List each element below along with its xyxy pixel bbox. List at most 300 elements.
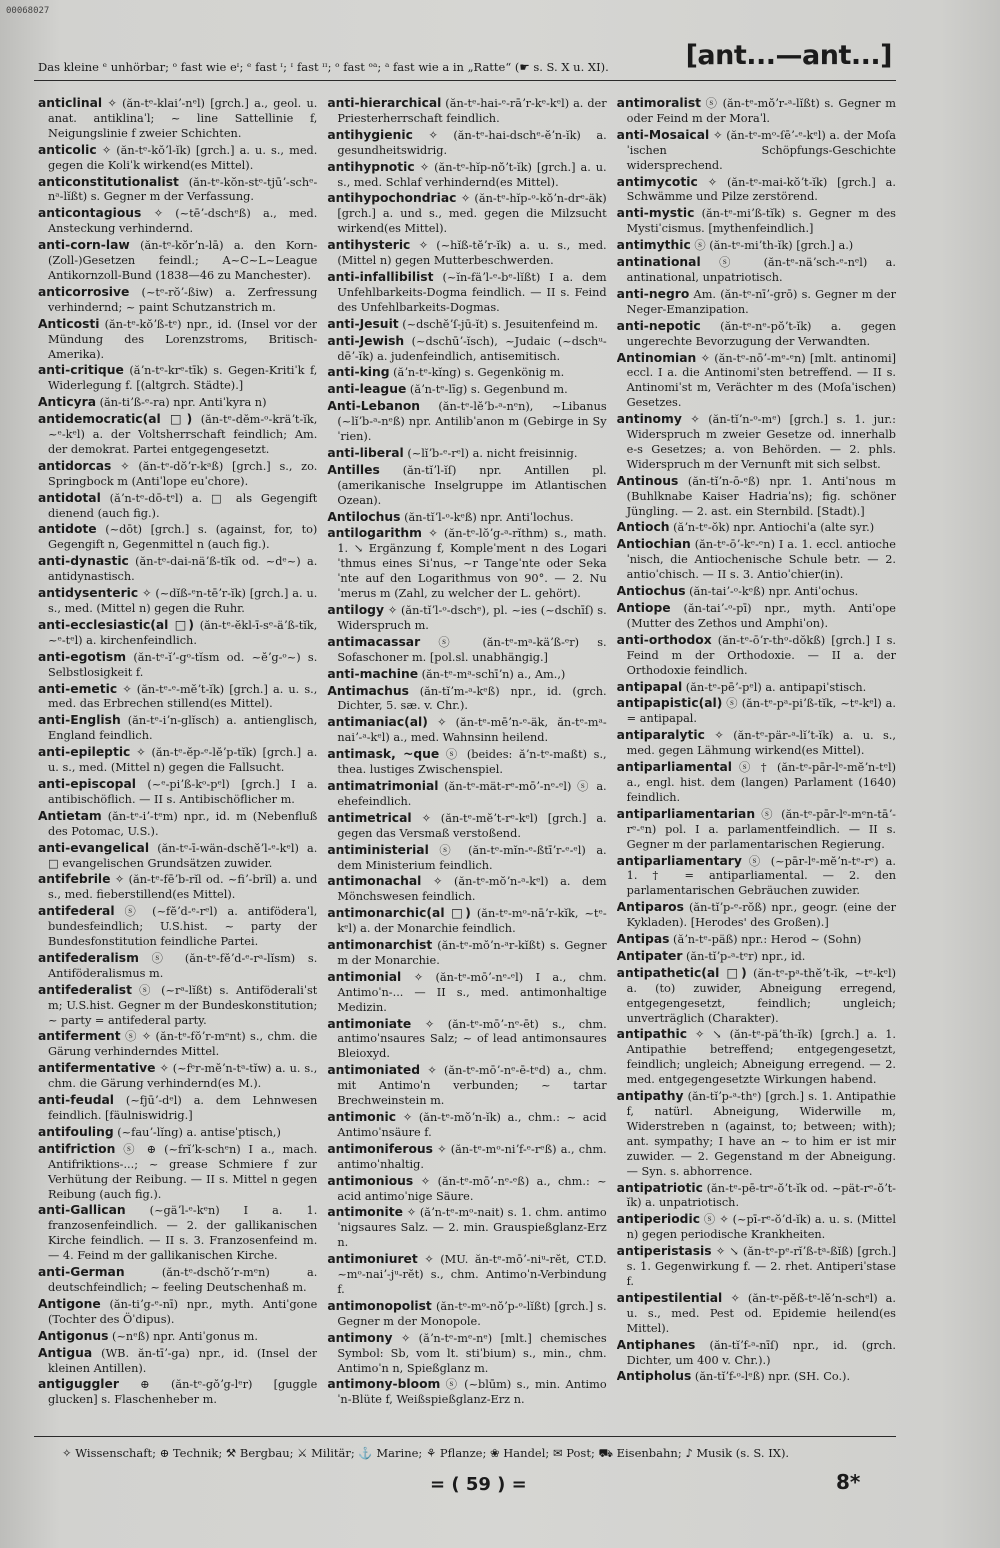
entry-headword: Antipas [616, 932, 670, 947]
entry-headword: antifriction [38, 1141, 116, 1156]
entry-headword: antimask, ~que [327, 747, 440, 762]
page-number: = ( 59 ) = [430, 1474, 527, 1495]
entry-definition: (WB. ăn-tīʼ-ga) npr., id. (Insel der kleinen Antillen). [48, 1346, 318, 1375]
entry-headword: antifederalist [38, 982, 132, 997]
dictionary-entry [38, 1346, 317, 1377]
dictionary-entry [617, 175, 896, 206]
signature-mark: 8* [836, 1470, 861, 1494]
dictionary-entry [327, 160, 606, 191]
entry-definition: (ăn-tᵉ-kŏrʼn-lā) a. den Korn-(Zoll-)Gesetzen feindl.; A~C~L~League Antikornzoll-Bund (1838—46 zu Manchester). [48, 239, 318, 282]
dictionary-columns [38, 96, 896, 1430]
dictionary-entry [327, 399, 606, 445]
entry-definition: ⓢ (ăn-tᵉ-miʼth-ĭk) [grch.] a.) [690, 239, 854, 253]
entry-definition: ✧ (ăn-tᵉ-pär-ᵃ-lĭʼt-ĭk) a. u. s., med. gegen Lähmung wirkend(es Mittel). [626, 729, 896, 758]
dictionary-entry [617, 206, 896, 237]
entry-headword: antiparliamentarian [616, 806, 756, 821]
entry-headword: anti-infallibilist [327, 269, 434, 284]
dictionary-entry [38, 1203, 317, 1264]
entry-definition: ⓢ ✧ (ăn-tᵉ-fŏʼr-mᵉnt) s., chm. die Gärung verhinderndes Mittel. [48, 1030, 318, 1059]
entry-definition: ✧ (ăn-tᵉ-fēʼb-rĭl od. ~fiʼ-brĭl) a. und s., med. fieberstillend(es Mittel). [48, 873, 318, 902]
entry-definition: (~gäʼl-ᵉ-kᵉn) I a. 1. franzosenfeindlich. — 2. der gallikanischen Kirche feindlich. — II s. 3. Franzosenfeind m. — 4. Feind m der gallikanischen Kirche. [48, 1204, 318, 1263]
dictionary-entry [617, 1089, 896, 1179]
entry-definition: (ăn-tᵉ-ĭʼ-gᵒ-tĭsm od. ~ĕʼg-ᵒ~) s. Selbstlosigkeit f. [48, 650, 318, 679]
entry-definition: ✧ (ăn-tᵉ-mōʼ-nᵉ-ē-tᵉd) a., chm. mit Antimoˈn verbunden; ~ tartar Brechweinstein m. [337, 1064, 607, 1108]
dictionary-entry [38, 1377, 317, 1408]
entry-definition: ⓢ (ăn-tᵉ-mᵃ-käʼß-ᵉr) s. Sofaschoner m. [pol.sl. unabhängig.] [337, 635, 607, 664]
entry-definition: ✧ (ăn-tᵉ-klaiʼ-nᵉl) [grch.] a., geol. u. anat. antiklinaˈl; ~ line Sattellinie f, Neigungslinie f zweier Schichten. [48, 97, 318, 140]
entry-definition: ✧ (ăn-tᵉ-ᵉ-mĕʼt-ĭk) [grch.] a. u. s., med. das Erbrechen stillend(es Mittel). [48, 682, 318, 711]
entry-definition: (ăn-tĭʼl-ᵒ-kᵉß) npr. Antiˈlochus. [400, 510, 574, 524]
entry-definition: (ăn-tĭʼf-ᵒ-lᵉß) npr. (SH. Co.). [691, 1370, 851, 1384]
entry-definition: (ăn-tᵉ-hai-ᵉ-rāʼr-kᵉ-kᵉl) a. der Priesterherrschaft feindlich. [337, 97, 607, 125]
entry-definition: ✧ (ăn-tᵉ-mōʼ-nᵉ-ᵉß) a., chm.: ~ acid antimoˈnige Säure. [337, 1174, 607, 1203]
entry-headword: antimony [327, 1330, 393, 1345]
entry-headword: anti-machine [327, 666, 419, 681]
entry-headword: antimonial [327, 969, 402, 984]
entry-definition: (~nᵉß) npr. Antiˈgonus m. [108, 1329, 258, 1343]
dictionary-entry [38, 96, 317, 142]
entry-definition: ✧ (ăn-tᵉ-mēʼn-ᵉ-äk, ăn-tᵉ-mᵃ-naiʼ-ᵃ-kᵉl) a., med. Wahnsinn heilend. [337, 716, 607, 745]
entry-definition: (ăn-tᵉ-ōʼr-thᵒ-dŏkß) [grch.] I s. Feind m der Orthodoxie. — II a. der Orthodoxie feindlich. [626, 633, 896, 677]
dictionary-entry [38, 459, 317, 490]
entry-definition: (ăn-tᵉ-miʼß-tĭk) s. Gegner m des Mystiˈcismus. [mythenfeindlich.] [626, 207, 896, 236]
dictionary-entry [327, 635, 606, 666]
entry-headword: Antiope [616, 601, 671, 615]
dictionary-entry [617, 412, 896, 473]
entry-definition: ⓢ (~blūm) s., min. Antimoˈn-Blüte f, Weißspießglanz-Erz n. [337, 1378, 607, 1407]
pronunciation-legend: Das kleine ᵉ unhörbar; ᵒ fast wie eᶦ; ᵉ fast ᶦ; ᶦ fast ᶦᶦ; ᵒ fast ᵒᵃ; ᵃ fast wie a in „Ratte“ (☛ s. S. X u. XI). [38, 60, 609, 74]
entry-headword: Antimachus [327, 683, 409, 698]
entry-definition: ⓢ (~pār-lᵉ-mĕʼn-tᵉ-rᵉ) a. 1. † = antiparliamental. — 2. den parlamentarischen Gebräuchen zuwider. [626, 854, 896, 898]
dictionary-entry [617, 854, 896, 900]
entry-headword: Antiparos [616, 900, 684, 915]
dictionary-entry [327, 463, 606, 509]
entry-headword: antidotal [38, 490, 101, 505]
entry-headword: Antiochian [616, 537, 691, 552]
entry-headword: antimythic [616, 238, 691, 253]
entry-definition: ⓢ (ăn-tᵉ-mĭn-ᵉ-ßtīʼr-ᵉ-ᵉl) a. dem Ministerium feindlich. [337, 843, 607, 872]
entry-definition: ✧ (ăn-tᵉ-mĕʼt-rᵉ-kᵉl) [grch.] a. gegen das Versmaß verstoßend. [337, 811, 607, 840]
dictionary-entry [617, 1338, 896, 1369]
dictionary-entry [617, 1369, 896, 1385]
dictionary-entry [38, 1297, 317, 1328]
entry-definition: ✧ (ăʼn-tᵉ-mᵒ-nait) s. 1. chm. antimoˈnigsaures Salz. — 2. min. Grauspießglanz-Erz n. [337, 1206, 607, 1250]
entry-definition: (ăn-tᵉ-ōʼ-kᵉ-ᵉn) I a. 1. eccl. antiocheˈnisch, die Antiochenische Schule betr. — 2. antioˈchisch. — II s. 3. Antioˈchier(in). [626, 538, 896, 582]
dictionary-entry [38, 682, 317, 713]
entry-definition: (~dschĕʼſ-jū-ĭt) s. Jesuitenfeind m. [398, 317, 599, 331]
dictionary-entry [327, 510, 606, 526]
entry-definition: ✧ (ăn-tᵉ-kŏʼl-ĭk) [grch.] a. u. s., med. gegen die Koliˈk wirkend(es Mittel). [48, 143, 318, 172]
entry-definition: (ăn-tᵉ-dĕm-ᵒ-kräʼt-ĭk, ~ᵉ-kᵉl) a. der Voltsherrschaft feindlich; Am. der demokrat. Partei entgegengesetzt. [48, 413, 318, 456]
dictionary-entry [327, 317, 606, 333]
entry-definition: ✧ (~hĭß-tĕʼr-ĭk) a. u. s., med. (Mittel n) gegen Mutterbeschwerden. [337, 239, 607, 268]
entry-headword: anti-critique [38, 363, 124, 378]
entry-headword: antipestilential [616, 1290, 723, 1305]
column-1 [38, 96, 317, 1430]
entry-headword: anticolic [38, 142, 97, 157]
entry-headword: antifederal [38, 904, 115, 919]
column-3 [617, 96, 896, 1430]
dictionary-entry [327, 1142, 606, 1173]
entry-definition: (ăn-tᵉ-mŏʼn-ᵃr-kĭßt) s. Gegner m der Monarchie. [337, 939, 607, 967]
entry-headword: Antiochus [616, 584, 686, 599]
entry-headword: antimony-bloom [327, 1377, 441, 1392]
entry-definition: ✧ (ăn-tᵉ-hĭp-nŏʼt-ĭk) [grch.] a. u. s., med. Schlaf verhindernd(es Mittel). [337, 160, 607, 189]
dictionary-entry [617, 601, 896, 632]
dictionary-entry [617, 949, 896, 965]
dictionary-entry [617, 96, 896, 127]
entry-headword: Anti-Lebanon [327, 399, 421, 414]
dictionary-entry [327, 938, 606, 969]
entry-definition: (ăn-tᵉ-ī-wän-dschĕʼl-ᵉ-kᵉl) a. □ evangelischen Grundsätzen zuwider. [48, 841, 318, 870]
dictionary-entry [617, 1244, 896, 1290]
dictionary-entry [617, 966, 896, 1027]
entry-headword: anti-episcopal [38, 776, 136, 791]
entry-headword: antimoniferous [327, 1141, 433, 1156]
entry-headword: antipathetic(al □) [616, 965, 747, 980]
entry-definition: (ăn-tᵉ-pē-trᵉ-ŏʼt-ĭk od. ~pät-rᵉ-ŏʼt-ĭk) a. unpatriotisch. [626, 1181, 896, 1210]
entry-headword: Antietam [38, 808, 102, 823]
entry-definition: ⓢ (~rᵃ-lĭßt) s. Antiföderaliˈst m; U.S.hist. Gegner m der Bundeskonstitution; ~ party = antifederal party. [48, 983, 318, 1027]
entry-headword: antinational [616, 255, 701, 270]
entry-headword: Anticosti [38, 316, 100, 331]
dictionary-entry [327, 128, 606, 159]
entry-definition: (ăʼn-tᵉ-ŏk) npr. Antiochiˈa (alte syr.) [669, 521, 875, 535]
entry-definition: (ăn-tᵉ-dschŏʼr-mᵉn) a. deutschfeindlich; ~ feeling Deutschenhaß m. [48, 1266, 318, 1294]
dictionary-entry [38, 872, 317, 903]
entry-headword: anti-corn-law [38, 238, 130, 253]
entry-headword: anti-Jewish [327, 333, 405, 348]
dictionary-entry [327, 238, 606, 269]
entry-definition: (ăn-tiʼg-ᵉ-nī) npr., myth. Antiˈgone (Tochter des Öˈdipus). [48, 1297, 318, 1326]
entry-definition: (ăn-tᵉ-mᵒ-nŏʼp-ᵒ-lĭßt) [grch.] s. Gegner m der Monopole. [337, 1299, 607, 1328]
dictionary-entry [327, 747, 606, 778]
entry-headword: anti-negro [616, 286, 690, 301]
entry-definition: (ăn-tᵉ-kŏʼß-tᵉ) npr., id. (Insel vor der Mündung des Lorenzstroms, Britisch-Amerika). [48, 317, 318, 361]
dictionary-entry [38, 285, 317, 316]
dictionary-entry [617, 474, 896, 520]
entry-definition: (ăn-tĭʼp-ᵃ-tᵉr) npr., id. [682, 949, 806, 963]
entry-headword: Antigonus [38, 1328, 109, 1343]
dictionary-entry [617, 932, 896, 948]
dictionary-entry [38, 1061, 317, 1092]
entry-headword: antimaniac(al) [327, 715, 428, 730]
dictionary-entry [38, 206, 317, 237]
dictionary-entry [38, 395, 317, 411]
entry-definition: ⓢ (ăn-tᵉ-pār-lᵉ-mᵉn-tāʼ-rᵉ-ᵉn) pol. I a. parlamentfeindlich. — II s. Gegner m der parlamentarischen Regierung. [626, 807, 896, 851]
entry-headword: antimonarchist [327, 938, 433, 953]
dictionary-entry [38, 586, 317, 617]
entry-definition: (~ᵉ-piʼß-kᵒ-pᵉl) [grch.] I a. antibischöflich. — II s. Antibischöflicher m. [48, 777, 318, 806]
entry-definition: ✧ (ăn-tĭʼn-ᵒ-mᵉ) [grch.] s. 1. jur.: Widerspruch m zweier Gesetze od. innerhalb e-s Gesetzes; a. von Behörden. — 2. phls. Widerspruch m der Vernunft mit sich selbst. [626, 413, 896, 471]
entry-definition: ⓢ † (ăn-tᵉ-pār-lᵉ-mĕʼn-tᵉl) a., engl. hist. dem (langen) Parlament (1640) feindlich. [626, 761, 896, 804]
entry-headword: anti-nepotic [616, 318, 701, 333]
entry-definition: ⓢ (ăn-tᵉ-pᵃ-piʼß-tĭk, ~tᵉ-kᵉl) a. = antipapal. [626, 697, 896, 726]
entry-definition: (ăʼn-tᵉ-päß) npr.: Herod ~ (Sohn) [669, 933, 862, 947]
entry-definition: ⊕ (ăn-tᵉ-gŏʼg-lᵉr) [guggle glucken] s. Flaschenheber m. [48, 1378, 318, 1407]
dictionary-entry [617, 584, 896, 600]
entry-definition: ✧ ↘ (ăn-tᵉ-päʼth-ĭk) [grch.] a. 1. Antipathie betreffend; entgegengesetzt, feindlich; ungleich; Abneigung erregend. — 2. med. entgegengesetzte Wirkungen habend. [626, 1028, 896, 1087]
dictionary-entry [327, 1110, 606, 1141]
entry-definition: (ăn-tĭʼp-ᵉ-rŏß) npr., geogr. (eine der Kykladen). [Herodes' des Großen).] [626, 901, 896, 930]
dictionary-entry [617, 287, 896, 318]
dictionary-entry [617, 1181, 896, 1212]
entry-headword: antimacassar [327, 634, 421, 649]
entry-headword: antidorcas [38, 458, 112, 473]
entry-definition: (ăn-tᵉ-iʼ-tᵉm) npr., id. m (Nebenfluß des Potomac, U.S.). [48, 809, 318, 838]
entry-headword: anti-evangelical [38, 840, 150, 855]
symbol-legend: ✧ Wissenschaft; ⊕ Technik; ⚒ Bergbau; ⚔ Militär; ⚓ Marine; ⚘ Pflanze; ❀ Handel; ✉ Post; ⛟ Eisenbahn; ♪ Musik (s. S. IX). [62, 1446, 790, 1460]
entry-headword: antiferment [38, 1029, 121, 1044]
entry-headword: antihypnotic [327, 159, 415, 174]
entry-headword: anti-German [38, 1265, 125, 1280]
dictionary-entry [327, 1205, 606, 1251]
entry-definition: (~ĭn-fäʼl-ᵉ-bᵉ-lĭßt) I a. dem Unfehlbarkeits-Dogma feindlich. — II s. Feind des Unfehlbarkeits-Dogmas. [337, 270, 607, 314]
dictionary-entry [617, 520, 896, 536]
entry-headword: antimetrical [327, 810, 412, 825]
entry-headword: Antilochus [327, 509, 401, 524]
entry-headword: antihysteric [327, 238, 411, 253]
entry-headword: antimonarchic(al □) [327, 906, 471, 921]
entry-definition: (ăn-tiʼß-ᵉ-ra) npr. Antiˈkyra n) [96, 396, 267, 410]
entry-headword: antiperistasis [616, 1244, 712, 1259]
entry-definition: (ăn-tĭʼn-ō-ᵉß) npr. 1. Antiˈnous m (Buhlknabe Kaiser Hadriaˈns); fig. schöner Jüngling. — 2. ast. ein Sternbild. [Stadt).] [626, 474, 896, 518]
header-rule [34, 80, 896, 81]
dictionary-entry [38, 491, 317, 522]
entry-headword: antiministerial [327, 842, 429, 857]
dictionary-entry [327, 1299, 606, 1330]
column-2 [327, 96, 606, 1430]
entry-definition: (ăn-tᵉ-mᵃ-schīʼn) a., Am.,) [418, 667, 566, 681]
dictionary-entry [38, 522, 317, 553]
entry-headword: anti-egotism [38, 649, 127, 664]
entry-headword: antimonite [327, 1205, 403, 1220]
entry-definition: ✧ (ăn-tᵉ-mōʼ-nᵉ-ēt) s., chm. antimoˈnsaures Salz; ~ of lead antimonsaures Bleioxyd. [337, 1017, 607, 1061]
page-range-heading: [ant...—ant...] [685, 40, 892, 71]
dictionary-entry [38, 1093, 317, 1124]
entry-headword: anti-mystic [616, 206, 695, 221]
dictionary-entry [617, 900, 896, 931]
dictionary-entry [38, 1265, 317, 1296]
entry-headword: antihygienic [327, 127, 413, 142]
dictionary-entry [38, 143, 317, 174]
dictionary-entry [38, 1125, 317, 1141]
entry-headword: antiparliamentary [616, 853, 742, 868]
entry-definition: (ăn-tĭʼl-ĭſ) npr. Antillen pl. (amerikanische Inselgruppe im Atlantischen Ozean). [337, 463, 607, 507]
entry-headword: antidote [38, 522, 97, 537]
scan-id: 00068027 [6, 6, 50, 16]
entry-headword: Antiphanes [616, 1337, 696, 1352]
entry-headword: anti-king [327, 365, 390, 380]
entry-definition: (ăn-tᵉ-mᵒ-nāʼr-kĭk, ~tᵉ-kᵉl) a. der Monarchie feindlich. [337, 907, 607, 936]
entry-definition: ✧ (ăn-tᵉ-mᵒ-niʼf-ᵉ-rᵉß) a., chm. antimoˈnhaltig. [337, 1142, 607, 1171]
entry-headword: antifebrile [38, 872, 111, 887]
entry-definition: ✧ (MU. ăn-tᵉ-mōʼ-niᵘ-rĕt, CT.D. ~mᵒ-naiʼ-jᵘ-rĕt) s., chm. Antimoˈn-Verbindung f. [337, 1253, 607, 1296]
entry-headword: antimoniated [327, 1063, 421, 1078]
dictionary-entry [38, 904, 317, 950]
entry-definition: (ăn-tᵉ-lĕʼb-ᵃ-nᵉn), ~Libanus (~lĭʼb-ᵃ-nᵉß) npr. Antilibˈanon m (Gebirge in Syˈrien). [337, 400, 607, 444]
entry-headword: Antipholus [616, 1369, 692, 1384]
entry-headword: anti-epileptic [38, 745, 131, 760]
dictionary-entry [327, 1063, 606, 1109]
entry-definition: (~fauʼ-lĭng) a. antiseˈptisch,) [113, 1125, 281, 1139]
entry-headword: anticontagious [38, 206, 142, 221]
entry-headword: antimonachal [327, 874, 422, 889]
dictionary-entry [38, 650, 317, 681]
entry-headword: anticlinal [38, 96, 103, 110]
dictionary-entry [327, 1377, 606, 1408]
dictionary-entry [38, 554, 317, 585]
entry-headword: antimoralist [616, 96, 702, 110]
entry-definition: (ăn-tᵉ-pᵃ-thĕʼt-ĭk, ~tᵉ-kᵉl) a. (to) zuwider, Abneigung erregend, entgegengesetzt, feindlich; ungleich; unverträglich (Charakter). [626, 966, 896, 1025]
entry-definition: ✧ (ăn-tᵉ-mŏʼn-ᵃ-kᵉl) a. dem Mönchswesen feindlich. [337, 875, 607, 904]
dictionary-entry [38, 1029, 317, 1060]
entry-definition: ✧ (ăn-tᵉ-hĭp-ᵒ-kŏʼn-drᵉ-äk) [grch.] a. und s., med. gegen die Milzsucht wirkend(es Mittel). [337, 192, 607, 236]
dictionary-entry [327, 526, 606, 602]
dictionary-entry [327, 365, 606, 381]
dictionary-entry [617, 633, 896, 679]
dictionary-entry [617, 255, 896, 286]
entry-definition: (~dschūʼ-ĭsch), ~Judaic (~dschᵘ-dēʼ-ĭk) a. judenfeindlich, antisemitisch. [337, 334, 607, 363]
entry-headword: antiperiodic [616, 1212, 700, 1227]
dictionary-entry [38, 951, 317, 982]
dictionary-entry [38, 745, 317, 776]
dictionary-entry [617, 537, 896, 583]
dictionary-entry [327, 1331, 606, 1377]
entry-definition: ✧ (~fᵉr-mĕʼn-tᵃ-tĭw) a. u. s., chm. die Gärung verhindernd(es M.). [48, 1062, 318, 1091]
entry-definition: ✧ (ăn-tᵉ-mᵒ-ſēʼ-ᵉ-kᵉl) a. der Moſaˈischen Schöpfungs-Geschichte widersprechend. [626, 128, 896, 172]
entry-headword: antipapal [616, 679, 683, 694]
dictionary-entry [327, 96, 606, 127]
entry-headword: antipathy [616, 1089, 684, 1104]
dictionary-entry [327, 382, 606, 398]
entry-headword: anti-ecclesiastic(al □) [38, 617, 195, 632]
entry-headword: antiparliamental [616, 760, 732, 775]
entry-headword: anti-Gallican [38, 1203, 126, 1218]
entry-definition: ⓢ ⊕ (~frĭʼk-schᵉn) I a., mach. Antifriktions-...; ~ grease Schmiere f zur Verhütung der Reibung. — II s. Mittel n gegen Reibung (auch fig.). [48, 1142, 318, 1201]
entry-headword: Antigua [38, 1345, 93, 1360]
entry-definition: (ăn-tᵉ-iʼn-glĭsch) a. antienglisch, England feindlich. [48, 714, 318, 743]
dictionary-entry [38, 238, 317, 284]
entry-definition: ⓢ (ăn-tᵉ-näʼsch-ᵉ-nᵉl) a. antinational, unpatriotisch. [626, 256, 896, 284]
entry-definition: (~lĭʼb-ᵉ-rᵉl) a. nicht freisinnig. [403, 446, 578, 460]
dictionary-entry [327, 1252, 606, 1298]
entry-definition: ⓢ (beides: ăʼn-tᵉ-maßt) s., thea. lustiges Zwischenspiel. [337, 748, 607, 777]
entry-definition: ✧ ↘ (ăn-tᵉ-pᵉ-rĭʼß-tᵃ-ßĭß) [grch.] s. 1. Gegenwirkung f. — 2. rhet. Antiperiˈstase f. [626, 1245, 896, 1288]
dictionary-entry [327, 446, 606, 462]
dictionary-entry [38, 1142, 317, 1203]
dictionary-entry [327, 684, 606, 715]
dictionary-entry [617, 696, 896, 727]
dictionary-entry [617, 1027, 896, 1088]
entry-definition: Am. (ăn-tᵉ-nīʼ-grō) s. Gegner m der Neger-Emanzipation. [626, 287, 896, 316]
entry-definition: (ăʼn-tᵉ-kĭng) s. Gegenkönig m. [389, 366, 565, 380]
footer-rule [34, 1436, 896, 1437]
entry-headword: antimoniuret [327, 1252, 418, 1267]
dictionary-entry [38, 1329, 317, 1345]
entry-headword: Antigone [38, 1296, 101, 1311]
entry-headword: antimonious [327, 1173, 414, 1188]
dictionary-entry [327, 843, 606, 874]
entry-headword: Anticyra [38, 395, 97, 410]
entry-definition: (ăn-taiʼ-ᵒ-kᵉß) npr. Antiˈochus. [685, 585, 859, 599]
dictionary-entry [38, 777, 317, 808]
entry-headword: Antipater [616, 948, 683, 963]
entry-headword: anti-dynastic [38, 554, 129, 569]
entry-headword: Antilles [327, 462, 380, 477]
entry-definition: (ăn-tᵉ-dai-näʼß-tĭk od. ~dᵉ~) a. antidynastisch. [48, 555, 318, 584]
entry-definition: ✧ (ăn-tᵉ-mai-kŏʼt-ĭk) [grch.] a. Schwämme und Pilze zerstörend. [626, 175, 896, 204]
entry-definition: (ăn-tᵉ-kŏn-stᵉ-tjūʼ-schᵉ-nᵃ-lĭßt) s. Gegner m der Verfassung. [48, 175, 318, 204]
dictionary-entry [38, 363, 317, 394]
entry-headword: anti-emetic [38, 681, 118, 696]
entry-definition: ✧ (ăn-tᵉ-hai-dschᵉ-ĕʼn-ĭk) a. gesundheitswidrig. [337, 128, 607, 157]
entry-headword: antiparalytic [616, 728, 705, 743]
entry-definition: (~fjūʼ-dᵉl) a. dem Lehnwesen feindlich. [fäulniswidrig.] [48, 1094, 318, 1122]
entry-definition: (ăn-taiʼ-ᵒ-pī) npr., myth. Antiˈope (Mutter des Zethos und Amphiˈon). [626, 602, 896, 630]
dictionary-entry [327, 270, 606, 316]
dictionary-entry [617, 680, 896, 696]
dictionary-entry [38, 983, 317, 1029]
dictionary-entry [617, 1291, 896, 1337]
entry-headword: antifouling [38, 1124, 114, 1139]
entry-definition: (ăn-tᵉ-ĕkl-ī-sᵉ-äʼß-tĭk, ~ᵉ-tᵉl) a. kirchenfeindlich. [48, 618, 318, 647]
entry-definition: ✧ (ăn-tᵉ-lŏʼg-ᵃ-rĭthm) s., math. 1. ↘ Ergänzung f, Kompleˈment n des Logariˈthmus eines Siˈnus, ~r Tangeˈnte oder Sekaˈnte auf den Logarithmus von 90°. — 2. Nuˈmerus m (Zahl, zu welcher der L. gehört). [337, 527, 607, 601]
dictionary-entry [38, 841, 317, 872]
dictionary-entry [38, 713, 317, 744]
entry-headword: antilogy [327, 603, 384, 617]
dictionary-entry [327, 906, 606, 937]
entry-headword: antiguggler [38, 1377, 119, 1392]
dictionary-entry [617, 760, 896, 806]
entry-definition: ✧ (~tēʼ-dschᵉß) a., med. Ansteckung verhindernd. [48, 207, 318, 236]
dictionary-entry [327, 334, 606, 365]
entry-headword: anticonstitutionalist [38, 174, 179, 189]
dictionary-entry [617, 351, 896, 412]
entry-headword: anti-English [38, 713, 121, 728]
entry-headword: anti-liberal [327, 445, 404, 460]
entry-headword: antilogarithm [327, 526, 422, 541]
dictionary-entry [327, 191, 606, 237]
dictionary-entry [327, 874, 606, 905]
entry-headword: antimycotic [616, 174, 698, 189]
entry-definition: (~dōt) [grch.] s. (against, for, to) Gegengift n, Gegenmittel n (auch fig.). [48, 523, 318, 552]
dictionary-entry [38, 317, 317, 363]
entry-definition: ✧ (~dĭß-ᵉn-tēʼr-ĭk) [grch.] a. u. s., med. (Mittel n) gegen die Ruhr. [48, 587, 318, 615]
entry-headword: antimatrimonial [327, 778, 439, 793]
dictionary-entry [327, 779, 606, 810]
entry-headword: antifermentative [38, 1061, 156, 1076]
entry-definition: (ăn-tᵉ-mät-rᵉ-mōʼ-nᵉ-ᵉl) ⓢ a. ehefeindlich. [337, 779, 607, 808]
entry-definition: ⓢ ✧ (~pī-rᵉ-ŏʼd-ĭk) a. u. s. (Mittel n) gegen periodische Krankheiten. [626, 1213, 896, 1242]
dictionary-entry [327, 1017, 606, 1063]
entry-headword: antidysenteric [38, 586, 139, 601]
entry-definition: ✧ (ăn-tᵉ-dŏʼr-kᵃß) [grch.] s., zo. Springbock m (Antiˈlope euˈchore). [48, 459, 318, 488]
dictionary-entry [617, 238, 896, 254]
entry-definition: (ăʼn-tᵉ-krᵉ-tīk) s. Gegen-Kritiˈk f, Widerlegung f. [(altgrch. Städte).] [48, 364, 318, 393]
entry-headword: antifederalism [38, 950, 139, 965]
entry-definition: ✧ (ăʼn-tᵉ-mᵉ-nᵉ) [mlt.] chemisches Symbol: Sb, vom lt. stiˈbium) s., min., chm. Antimoˈn n, Spießglanz m. [337, 1331, 607, 1375]
entry-headword: anti-hierarchical [327, 96, 442, 110]
dictionary-entry [617, 319, 896, 350]
dictionary-entry [327, 970, 606, 1016]
entry-definition: ✧ (ăn-tᵉ-nōʼ-mᵉ-ᵉn) [mlt. antinomi] eccl. I a. die Antinomiˈsten betreffend. — II s. Antinomiˈst m, Verächter m des (Moſaˈischen) Gesetzes. [626, 351, 896, 410]
entry-definition: (ăn-tĭʼf-ᵃ-nīſ) npr., id. (grch. Dichter, um 400 v. Chr.).) [626, 1338, 896, 1367]
dictionary-entry [327, 603, 606, 634]
entry-headword: Antioch [616, 520, 670, 535]
entry-definition: (ăn-tᵉ-nᵉ-pŏʼt-ĭk) a. gegen ungerechte Bevorzugung der Verwandten. [626, 319, 896, 348]
entry-definition: (ăʼn-tᵉ-līg) s. Gegenbund m. [406, 383, 568, 397]
